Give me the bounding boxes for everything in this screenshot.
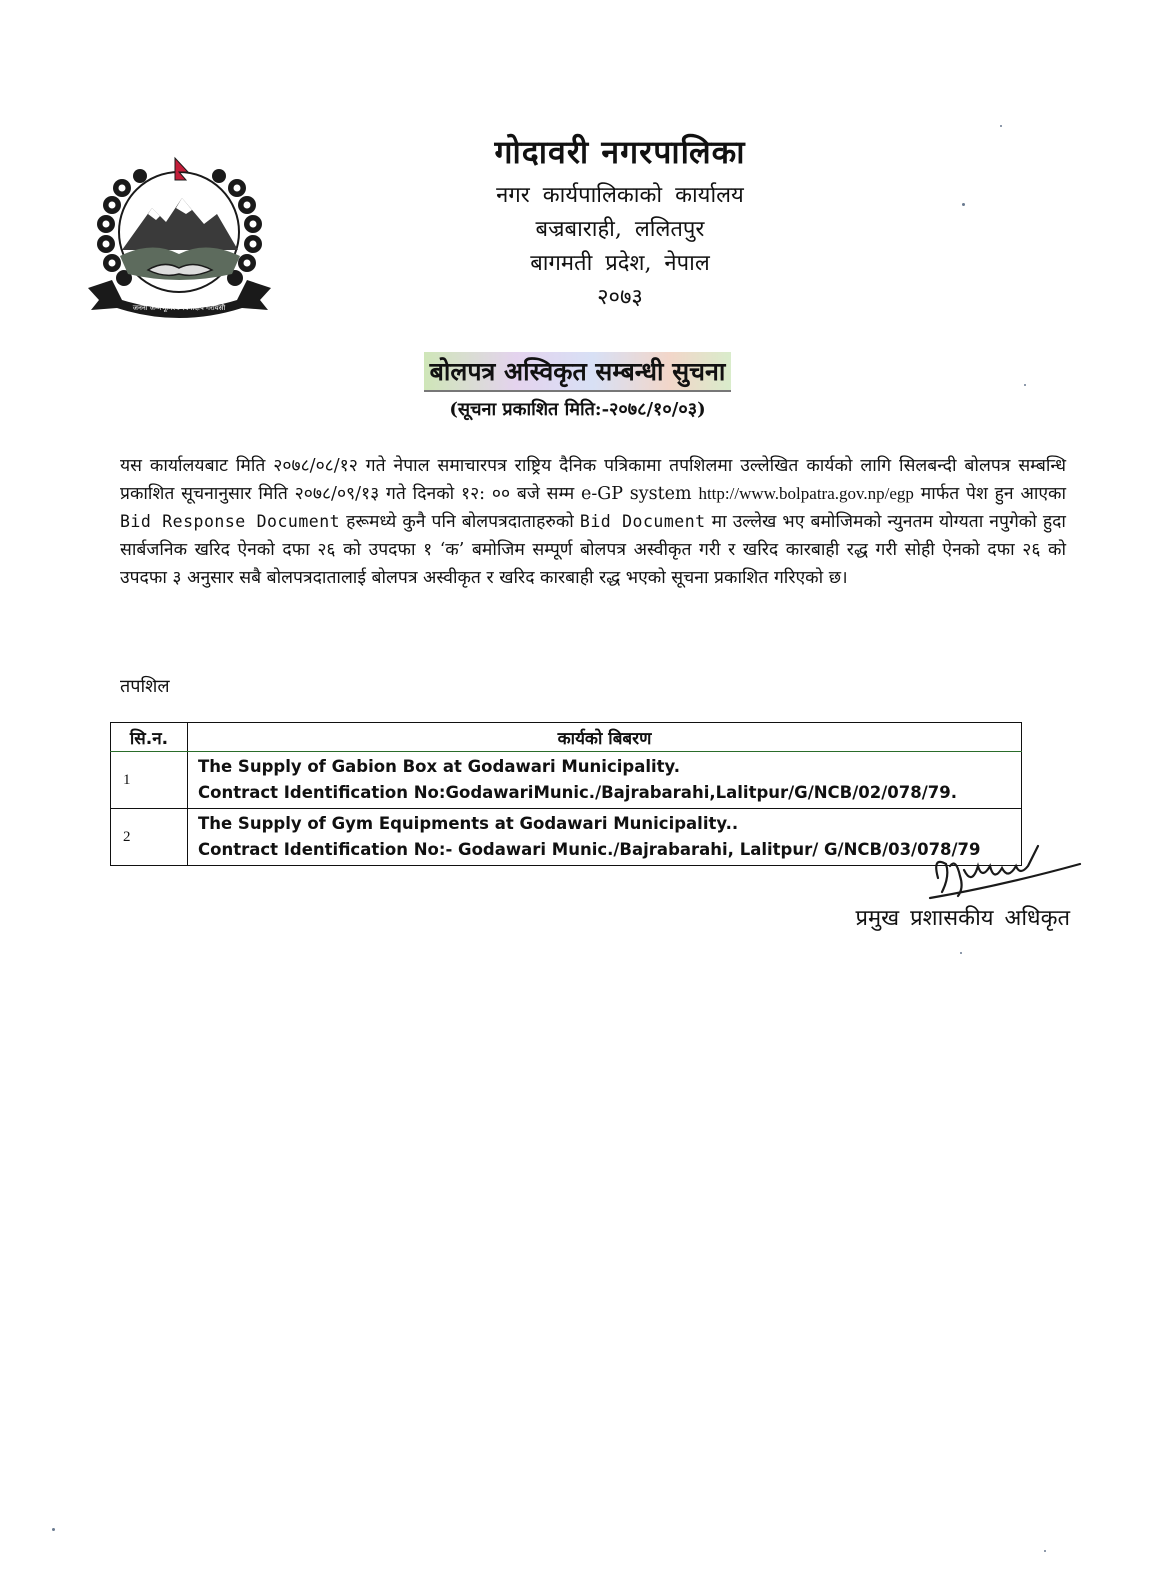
organization-name: गोदावरी नगरपालिका <box>494 133 746 171</box>
scan-speck <box>1044 1550 1046 1552</box>
signature-mark <box>920 836 1090 906</box>
bid-response-term: Bid Response Document <box>120 512 341 531</box>
nepal-emblem-icon <box>82 150 277 325</box>
table-row <box>111 809 1022 866</box>
notice-title-block <box>0 352 1155 392</box>
row-serial: 1 <box>111 752 188 809</box>
contract-id: Contract Identification No:GodawariMunic./Bajrabarahi,Lalitpur/G/NCB/02/078/79. <box>198 783 957 802</box>
schedule-label: तपशिल <box>120 676 170 697</box>
office-province: बागमती प्रदेश, नेपाल <box>530 251 710 276</box>
notice-date-block <box>0 397 1155 421</box>
scan-speck <box>960 952 962 954</box>
bid-document-term: Bid Document <box>579 512 706 531</box>
scan-speck <box>1000 125 1002 127</box>
scan-speck <box>52 1528 55 1531</box>
scan-speck <box>962 203 965 206</box>
schedule-table <box>110 722 1022 866</box>
row-description <box>188 809 1022 866</box>
emblem-motto: जननी जन्मभूमिश्च स्वर्गादपि गरीयसी <box>132 304 226 312</box>
notice-title: बोलपत्र अस्विकृत सम्बन्धी सुचना <box>424 352 732 392</box>
notice-body <box>120 452 1066 592</box>
scan-speck <box>1024 384 1026 386</box>
established-year: २०७३ <box>597 285 643 310</box>
body-part-1: यस कार्यालयबाट मिति २०७८/०८/१२ गते नेपाल समाचारपत्र राष्ट्रिय दैनिक पत्रिकामा तपशिलमा उल्लेखित कार्यको लागि सिलबन्दी बोलपत्र सम्बन्धि प्रकाशित सूचनानुसार मिति २०७८/०९/१३ गते दिनको १२: ०० बजे सम्म e-GP system <box>120 456 1066 504</box>
column-header-description: कार्यको बिबरण <box>188 723 1022 752</box>
body-part-4: मा उल्लेख भए बमोजिमको न्युनतम योग्यता नपुगेको हुदा सार्बजनिक खरिद ऐनको दफा २६ को उपदफा १ ‘क’ बमोजिम सम्पूर्ण बोलपत्र अस्वीकृत गरी र खरिद कारबाही रद्ध गरी सोही ऐनको दफा २६ को उपदफा ३ अनुसार सबै बोलपत्रदातालाई बोलपत्र अस्वीकृत र खरिद कारबाही रद्ध भएको सूचना प्रकाशित गरिएको छ। <box>120 512 1066 588</box>
egp-link[interactable]: http://www.bolpatra.gov.np/egp <box>698 484 914 503</box>
work-title: The Supply of Gym Equipments at Godawari Municipality.. <box>198 814 739 833</box>
office-location: बज्रबाराही, ललितपुर <box>535 217 705 242</box>
publication-date: (सूचना प्रकाशित मिति:-२०७८/१०/०३) <box>449 399 706 420</box>
table-row <box>111 752 1022 809</box>
letterhead <box>360 130 880 315</box>
office-name: नगर कार्यपालिकाको कार्यालय <box>496 183 744 208</box>
signatory-title: प्रमुख प्रशासकीय अधिकृत <box>855 906 1070 931</box>
row-serial: 2 <box>111 809 188 866</box>
table-header-row <box>111 723 1022 752</box>
body-part-2: मार्फत पेश हुन आएका <box>920 484 1066 504</box>
column-header-sn: सि.न. <box>111 723 188 752</box>
contract-id: Contract Identification No:- Godawari Munic./Bajrabarahi, Lalitpur/ G/NCB/03/078/79 <box>198 840 981 859</box>
work-title: The Supply of Gabion Box at Godawari Municipality. <box>198 757 681 776</box>
row-description <box>188 752 1022 809</box>
body-part-3: हरूमध्ये कुनै पनि बोलपत्रदाताहरुको <box>346 512 574 532</box>
